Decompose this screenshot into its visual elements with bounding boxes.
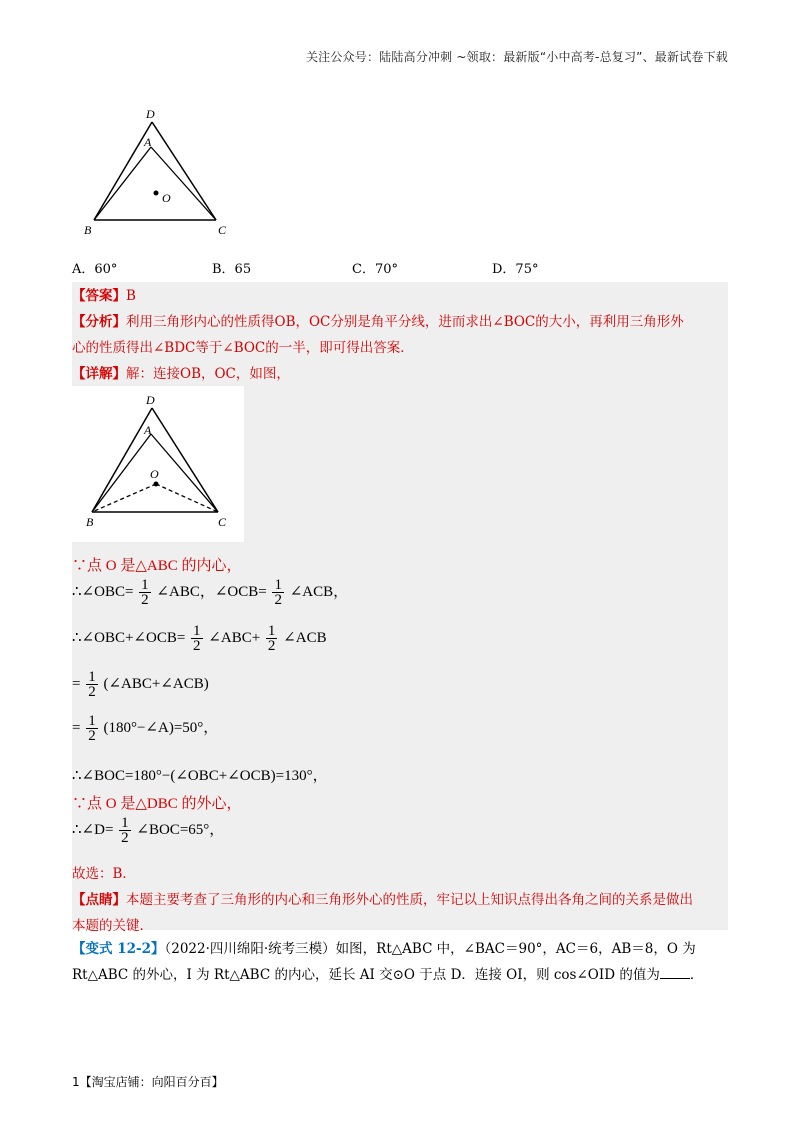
point-O [154, 191, 159, 196]
solution-panel [72, 282, 728, 934]
fraction: $\frac{1}{2}$ [88, 669, 96, 700]
answer-options [72, 258, 632, 278]
label-O: O [162, 191, 171, 205]
fraction: $\frac{1}{2}$ [274, 577, 282, 608]
label-B: B [84, 223, 92, 237]
point-O [154, 482, 159, 487]
step-4: = $\frac{1}{2}$ (∠ABC+∠ACB) [72, 669, 209, 700]
page-footer: 1【淘宝店铺：向阳百分百】 [72, 1075, 224, 1089]
label-B: B [86, 515, 94, 529]
detail-line: 【详解】解：连接OB，OC，如图， [72, 366, 290, 382]
edge-AC [151, 147, 216, 220]
label-C: C [218, 223, 227, 237]
label-D: D [146, 393, 155, 407]
edge-AB [92, 434, 151, 512]
answer-line: 【答案】B [72, 288, 136, 304]
analysis-line-2: 心的性质得出∠BDC等于∠BOC的一半，即可得出答案． [72, 340, 414, 356]
label-A: A [144, 135, 152, 149]
edge-AC [151, 434, 218, 512]
step-6: ∴∠BOC=180°−(∠OBC+∠OCB)=130°， [72, 768, 328, 784]
step-2: ∴∠OBC= $\frac{1}{2}$ ∠ABC，∠OCB= $\frac{1}{2}$ ∠ACB， [72, 577, 349, 608]
option-c[interactable]: C．70° [352, 262, 398, 277]
step-5: = $\frac{1}{2}$ (180°−∠A)=50°， [72, 713, 219, 744]
fraction: $\frac{1}{2}$ [193, 623, 201, 654]
edge-DC [152, 122, 216, 220]
triangle-figure-1 [78, 102, 238, 242]
option-d[interactable]: D．75° [492, 262, 539, 277]
option-b[interactable]: B．65 [212, 262, 252, 277]
problem-line-2: Rt△ABC 的外心，I 为 Rt△ABC 的内心，延长 AI 交⊙O 于点 D．连接 OI，则 cos∠OID 的值为 ． [72, 962, 732, 988]
fraction: $\frac{1}{2}$ [88, 713, 96, 744]
triangle-figure-2 [72, 386, 244, 542]
fraction: $\frac{1}{2}$ [121, 815, 129, 846]
variant-problem [72, 936, 732, 988]
option-a[interactable]: A．60° [72, 262, 118, 277]
comment-line-1: 【点睛】本题主要考查了三角形的内心和三角形外心的性质，牢记以上知识点得出各角之间的关系是做出 [72, 892, 693, 908]
label-O: O [150, 467, 159, 481]
analysis-line-1: 【分析】利用三角形内心的性质得OB，OC分别是角平分线，进而求出∠BOC的大小，再利用三角形外 [72, 314, 684, 330]
fraction: $\frac{1}{2}$ [267, 623, 276, 654]
conclusion-line: 故选：B． [72, 866, 136, 882]
comment-line-2: 本题的关键． [72, 918, 153, 934]
answer-blank[interactable] [660, 964, 690, 979]
step-1: ∵点 O 是△ABC 的内心， [72, 558, 242, 574]
dashed-OB [92, 484, 156, 512]
edge-AB [94, 147, 151, 220]
fraction: $\frac{1}{2}$ [141, 577, 149, 608]
page-header: 关注公众号：陆陆高分冲刺 ~领取：最新版“小中高考-总复习”、最新试卷下载 [305, 50, 728, 64]
label-D: D [146, 107, 155, 121]
step-3: ∴∠OBC+∠OCB= $\frac{1}{2}$ ∠ABC+ $\frac{1}{2}$ ∠ACB [72, 623, 327, 654]
step-8: ∴∠D= $\frac{1}{2}$ ∠BOC=65°， [72, 815, 225, 846]
label-A: A [144, 423, 152, 437]
label-C: C [218, 515, 227, 529]
edge-DB [92, 408, 152, 512]
step-7: ∵点 O 是△DBC 的外心， [72, 796, 242, 812]
problem-line-1: 【变式 12-2】（2022·四川绵阳·统考三模）如图，Rt△ABC 中，∠BAC＝90°，AC＝6，AB＝8，O 为 [72, 941, 696, 957]
